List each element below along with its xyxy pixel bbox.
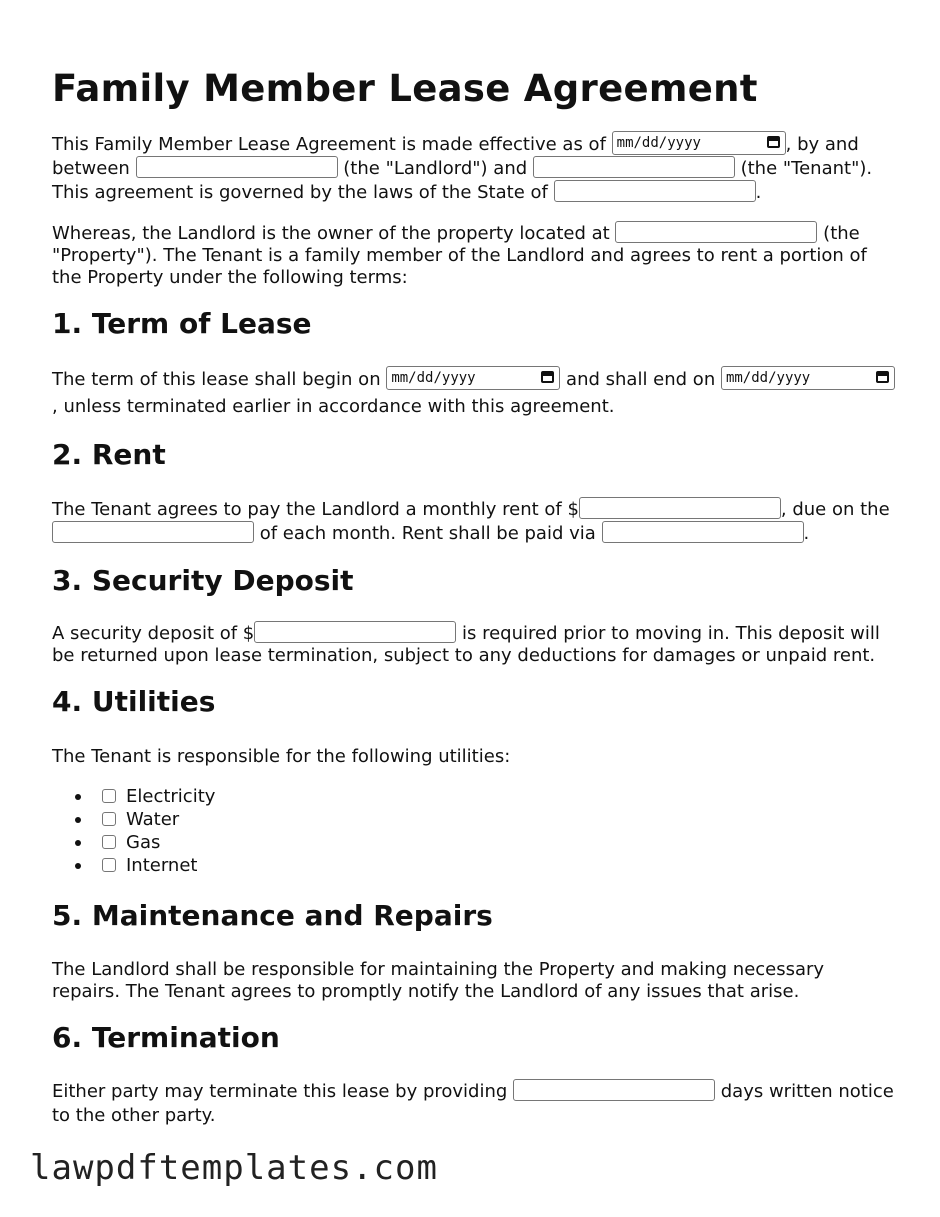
landlord-name-input[interactable] (136, 156, 338, 178)
intro-text-1: This Family Member Lease Agreement is made effective as of (52, 133, 612, 155)
notice-days-input[interactable] (513, 1079, 715, 1101)
section-term-heading: 1. Term of Lease (52, 306, 312, 340)
list-item (76, 808, 897, 831)
utility-label: Gas (126, 831, 161, 853)
security-deposit-input[interactable] (254, 621, 456, 643)
term-text-1: The term of this lease shall begin on (52, 369, 387, 391)
watermark: lawpdftemplates.com (30, 1148, 438, 1188)
utilities-intro: The Tenant is responsible for the following utilities: (52, 745, 511, 767)
list-item (76, 854, 897, 877)
utilities-list (52, 785, 897, 877)
section-utilities-heading: 4. Utilities (52, 685, 216, 719)
section-rent-heading: 2. Rent (52, 438, 166, 472)
lease-start-date-input[interactable] (386, 366, 560, 390)
intro-paragraph (52, 133, 897, 205)
rent-text-1: The Tenant agrees to pay the Landlord a monthly rent of $ (52, 498, 579, 520)
effective-date-input[interactable] (612, 131, 786, 155)
intro-text-3: (the "Landlord") and (337, 157, 533, 179)
state-input[interactable] (554, 180, 756, 202)
term-text-2: and shall end on (560, 369, 721, 391)
list-item (76, 785, 897, 808)
date-placeholder: mm/dd/yyyy (391, 370, 476, 387)
deposit-text-1: A security deposit of $ (52, 623, 255, 645)
utility-label: Internet (126, 854, 198, 876)
property-address-input[interactable] (615, 221, 817, 243)
rent-due-day-input[interactable] (52, 521, 254, 543)
lease-end-date-input[interactable] (721, 366, 895, 390)
calendar-icon[interactable] (541, 371, 554, 383)
whereas-text-1: Whereas, the Landlord is the owner of the property located at (52, 222, 616, 244)
rent-paragraph (52, 498, 897, 546)
intro-text-2: , by and between (52, 133, 859, 179)
rent-text-2: , due on the (780, 498, 890, 520)
electricity-checkbox[interactable] (102, 789, 116, 803)
calendar-icon[interactable] (876, 371, 889, 383)
maintenance-paragraph: The Landlord shall be responsible for maintaining the Property and making necessary repairs. The Tenant agrees to promptly notify the Landlord of any issues that arise. (52, 958, 825, 1002)
rent-text-3: of each month. Rent shall be paid via (254, 522, 602, 544)
section-termination-heading: 6. Termination (52, 1020, 280, 1054)
section-deposit-heading: 3. Security Deposit (52, 563, 354, 597)
tenant-name-input[interactable] (533, 156, 735, 178)
date-placeholder: mm/dd/yyyy (725, 370, 811, 387)
water-checkbox[interactable] (102, 812, 116, 826)
gas-checkbox[interactable] (102, 835, 116, 849)
payment-method-input[interactable] (602, 521, 804, 543)
whereas-text-2: (the "Property"). The Tenant is a family member of the Landlord and agrees to rent a portion of the Property under the following terms: (52, 222, 867, 288)
document (52, 60, 897, 1146)
list-item (76, 831, 897, 854)
section-maintenance-heading: 5. Maintenance and Repairs (52, 898, 493, 932)
whereas-paragraph (52, 223, 897, 289)
term-text-3: , unless terminated earlier in accordance with this agreement. (52, 396, 615, 418)
document-title: Family Member Lease Agreement (52, 67, 758, 110)
calendar-icon[interactable] (767, 136, 780, 148)
utility-label: Water (126, 808, 180, 830)
intro-text-4: (the "Tenant"). This agreement is governed by the laws of the State of (52, 157, 873, 203)
internet-checkbox[interactable] (102, 858, 116, 872)
monthly-rent-input[interactable] (579, 497, 781, 519)
termination-paragraph (52, 1080, 897, 1128)
utility-label: Electricity (126, 785, 216, 807)
termination-text-2: days written notice to the other party. (52, 1081, 894, 1127)
termination-text-1: Either party may terminate this lease by providing (52, 1081, 514, 1103)
date-placeholder: mm/dd/yyyy (616, 134, 701, 151)
term-paragraph (52, 366, 897, 420)
deposit-text-2: is required prior to moving in. This deposit will be returned upon lease termination, subject to any deductions for damages or unpaid rent. (52, 623, 880, 667)
rent-text-4: . (803, 522, 810, 544)
deposit-paragraph (52, 623, 897, 667)
intro-text-5: . (755, 181, 762, 203)
